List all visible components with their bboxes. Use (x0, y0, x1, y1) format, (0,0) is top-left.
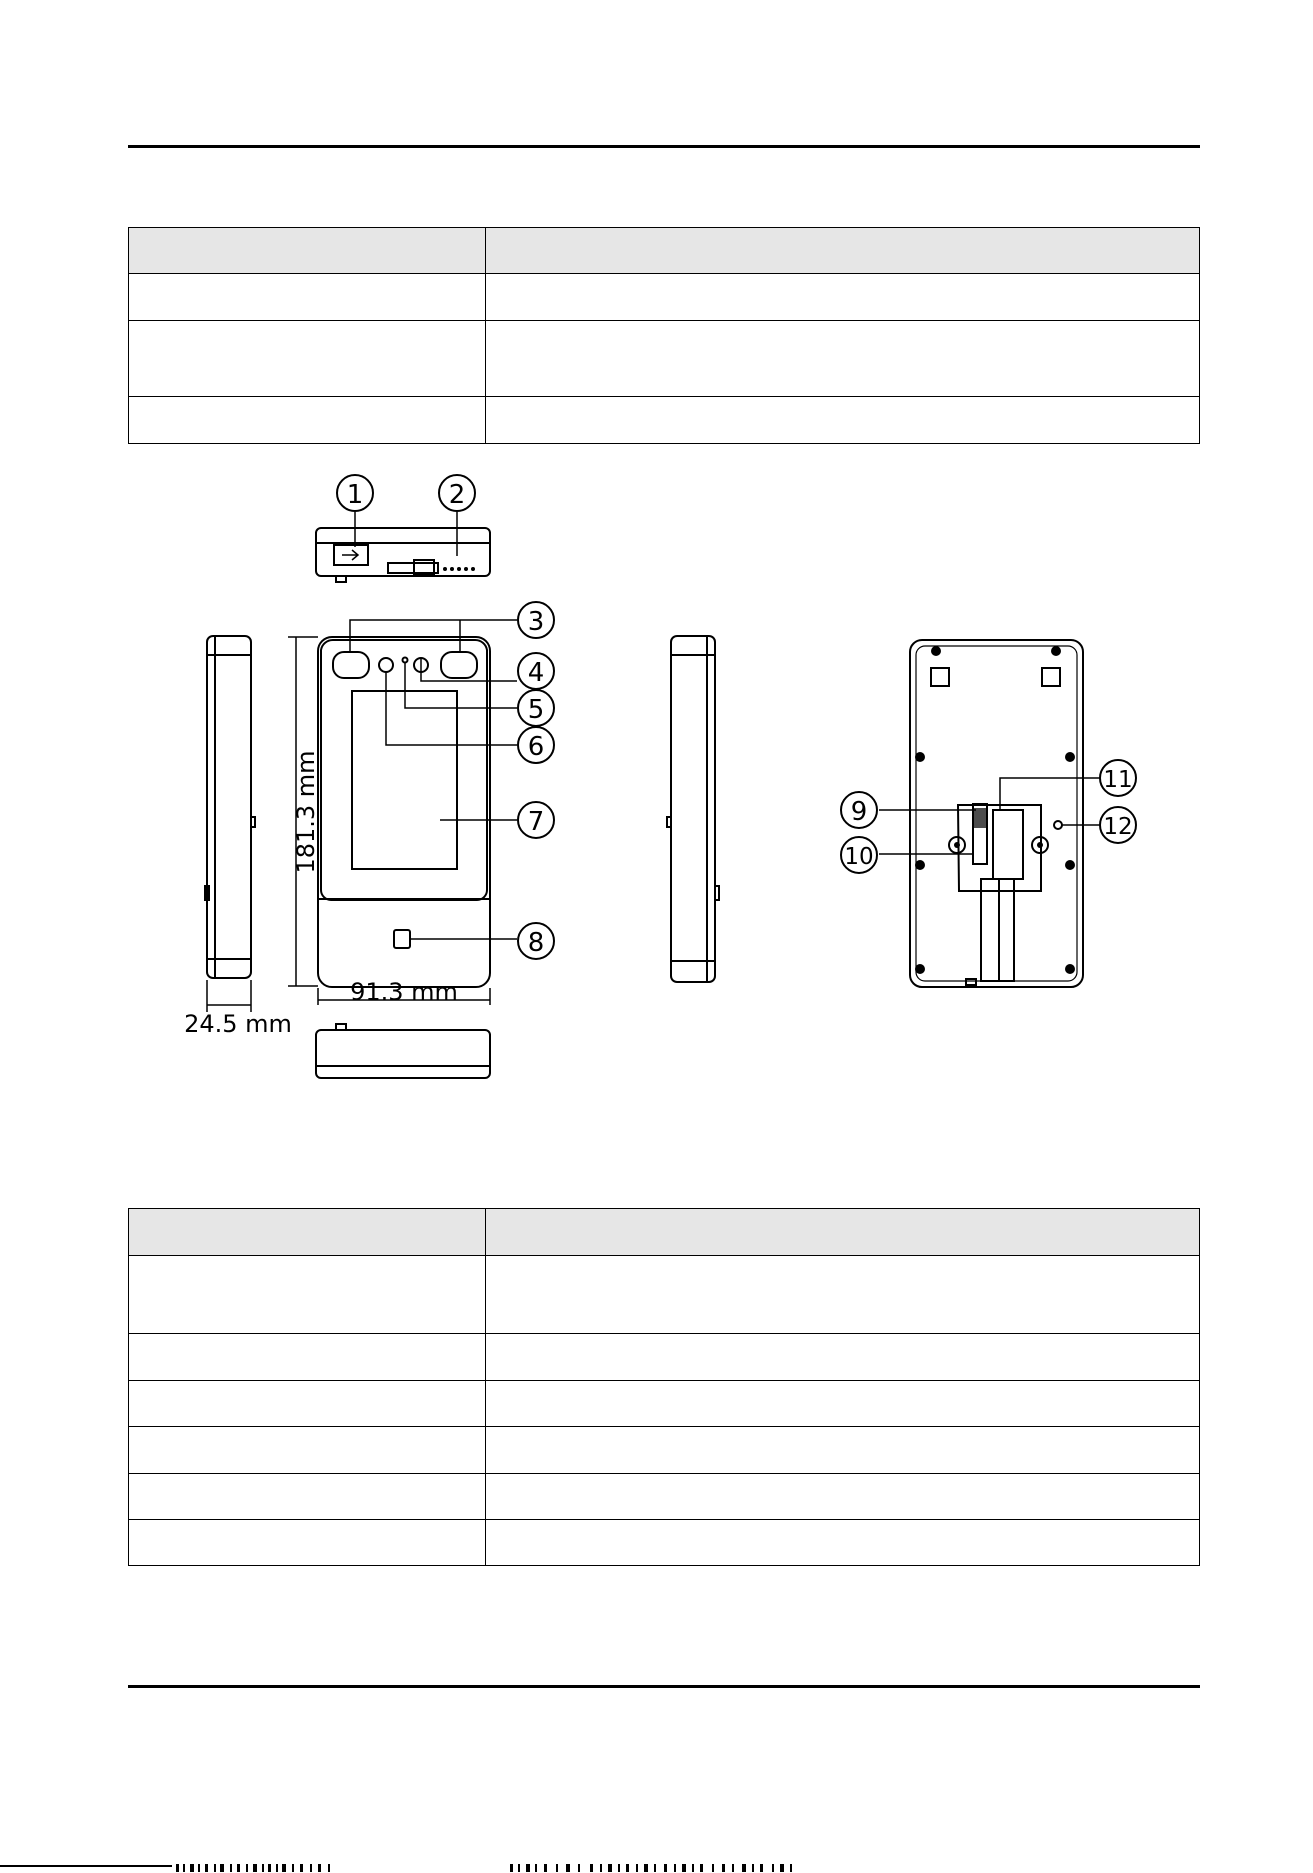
spec-table-bottom (128, 1208, 1200, 1566)
table-header-cell (129, 1209, 486, 1256)
depth-dimension-label: 24.5 mm (184, 1010, 292, 1038)
callout-7 (518, 802, 554, 838)
table-cell (486, 1427, 1200, 1474)
svg-text:6: 6 (527, 732, 545, 762)
table-cell (486, 1256, 1200, 1334)
screen (352, 691, 457, 869)
top-view (316, 528, 490, 582)
camera-right-icon (441, 652, 477, 678)
callout-4 (518, 653, 554, 689)
callout-5 (518, 690, 554, 726)
table-cell (486, 1334, 1200, 1381)
svg-text:8: 8 (527, 928, 545, 958)
bottom-view (316, 1024, 490, 1078)
table-cell (129, 1381, 486, 1427)
svg-text:5: 5 (527, 695, 545, 725)
table-cell (129, 1256, 486, 1334)
callout-2 (439, 475, 475, 511)
svg-text:10: 10 (844, 844, 874, 870)
height-dimension-label: 181.3 mm (292, 750, 320, 874)
table-cell (129, 1334, 486, 1381)
table-cell (486, 1520, 1200, 1566)
table-header-cell (486, 1209, 1200, 1256)
table-row (129, 1427, 1200, 1474)
svg-text:9: 9 (850, 797, 868, 827)
table-cell (129, 1520, 486, 1566)
svg-text:12: 12 (1103, 814, 1133, 840)
table-cell (486, 1381, 1200, 1427)
svg-text:1: 1 (346, 480, 364, 510)
callout-11 (1100, 760, 1136, 796)
table-row (129, 1334, 1200, 1381)
card-reader-icon (394, 930, 410, 948)
svg-text:4: 4 (527, 658, 545, 688)
dimension-lines (207, 637, 490, 1012)
table-row (129, 1474, 1200, 1520)
callout-8 (518, 923, 554, 959)
callout-6 (518, 727, 554, 763)
svg-text:7: 7 (527, 807, 545, 837)
table-cell (129, 1427, 486, 1474)
table-row (129, 1381, 1200, 1427)
callout-12 (1100, 807, 1136, 843)
callout-9 (841, 792, 877, 828)
table-cell (129, 1474, 486, 1520)
table-row (129, 1520, 1200, 1566)
camera-left-icon (333, 652, 369, 678)
sensor-icon (379, 658, 393, 672)
front-view (318, 637, 490, 987)
table-row (129, 1256, 1200, 1334)
callout-1 (337, 475, 373, 511)
table-cell (486, 1474, 1200, 1520)
left-side-view (205, 636, 255, 978)
callout-10 (841, 837, 877, 873)
callout-3 (518, 602, 554, 638)
scan-artifact-strip (0, 1862, 1313, 1873)
rear-view (910, 640, 1083, 987)
svg-text:2: 2 (448, 480, 466, 510)
footer-rule (128, 1685, 1200, 1688)
right-side-view (667, 636, 719, 982)
svg-text:3: 3 (527, 607, 545, 637)
width-dimension-label: 91.3 mm (350, 978, 458, 1006)
svg-text:11: 11 (1103, 767, 1133, 793)
